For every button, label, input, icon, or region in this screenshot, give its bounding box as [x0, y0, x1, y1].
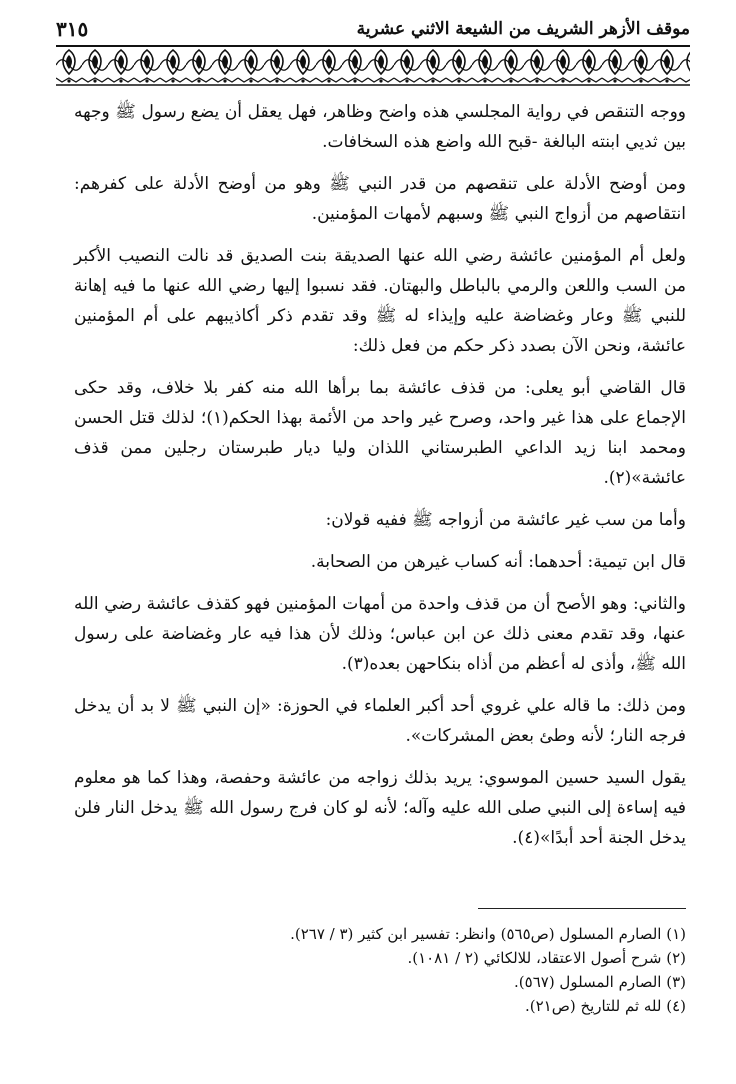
paragraph: قال القاضي أبو يعلى: من قذف عائشة بما برأها الله منه كفر بلا خلاف، وقد حكى الإجماع على هذا غير واحد، وصرح غير واحد من الأئمة بهذا الحكم(١)؛ لذلك قتل الحسن ومحمد ابنا زيد الداعي الطبرستاني اللذان وليا ديار طبرستان رجلين ممن قذف عائشة»(٢).: [74, 378, 686, 488]
footnotes: [74, 922, 686, 1018]
footnote: (٢) شرح أصول الاعتقاد، للالكائي (٢ / ١٠٨١).: [407, 949, 686, 967]
paragraph: ووجه التنقص في رواية المجلسي هذه واضح وظاهر، فهل يعقل أن يضع رسول ﷺ وجهه بين ثديي ابنته البالغة -قبح الله واضع هذه السخافات.: [74, 102, 686, 152]
paragraph: وأما من سب غير عائشة من أزواجه ﷺ ففيه قولان:: [325, 510, 686, 530]
paragraph: قال ابن تيمية: أحدهما: أنه كساب غيرهن من الصحابة.: [310, 552, 686, 572]
running-title: موقف الأزهر الشريف من الشيعة الاثني عشرية: [356, 19, 690, 39]
paragraph: يقول السيد حسين الموسوي: يريد بذلك زواجه من عائشة وحفصة، وهذا كما هو معلوم فيه إساءة إلى النبي صلى الله عليه وآله؛ لأنه لو كان فرج رسول الله ﷺ يدخل النار فلن يدخل الجنة أحد أبدًا»(٤).: [74, 768, 686, 848]
page-header: [56, 18, 690, 40]
main-text: [74, 97, 686, 865]
ornamental-border: [56, 44, 690, 86]
paragraph: ومن ذلك: ما قاله علي غروي أحد أكبر العلماء في الحوزة: «إن النبي ﷺ لا بد أن يدخل فرجه النار؛ لأنه وطئ بعض المشركات».: [74, 696, 686, 746]
page-number: ٣١٥: [56, 17, 89, 41]
footnote: (٤) لله ثم للتاريخ (ص٢١).: [524, 997, 686, 1015]
paragraph: ولعل أم المؤمنين عائشة رضي الله عنها الصديقة بنت الصديق قد نالت النصيب الأكبر من السب واللعن والرمي بالباطل والبهتان. فقد نسبوا إليها رضي الله عنها ما فيه إهانة للنبي ﷺ وعار وغضاضة عليه وإيذاء له ﷺ وقد تقدم ذكر أكاذيبهم على أم المؤمنين عائشة، ونحن الآن بصدد ذكر حكم من فعل ذلك:: [74, 246, 686, 356]
footnote: (١) الصارم المسلول (ص٥٦٥) وانظر: تفسير ابن كثير (٣ / ٢٦٧).: [290, 925, 686, 943]
footnote: (٣) الصارم المسلول (٥٦٧).: [514, 973, 686, 991]
footnote-separator: [478, 908, 686, 909]
paragraph: ومن أوضح الأدلة على تنقصهم من قدر النبي ﷺ وهو من أوضح الأدلة على كفرهم: انتقاصهم من أزواج النبي ﷺ وسبهم لأمهات المؤمنين.: [74, 174, 686, 224]
paragraph: والثاني: وهو الأصح أن من قذف واحدة من أمهات المؤمنين فهو كقذف عائشة رضي الله عنها، وقد تقدم معنى ذلك عن ابن عباس؛ وذلك لأن هذا فيه عار وغضاضة على رسول الله ﷺ، وأذى له أعظم من أذاه بنكاحهن بعده(٣).: [74, 594, 686, 674]
